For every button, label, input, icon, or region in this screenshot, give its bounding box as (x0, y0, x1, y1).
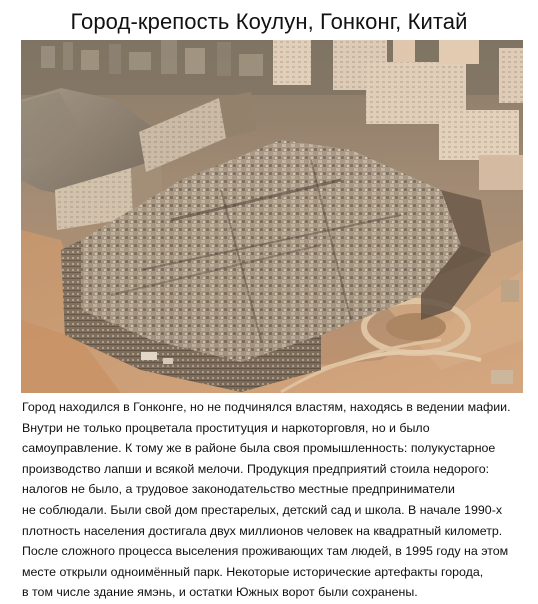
caption-line: месте открыли одноимённый парк. Некоторые исторические артефакты города, (22, 564, 484, 579)
caption-line: налогов не было, а трудовое законодательство местные предприниматели (22, 482, 455, 497)
kowloon-walled-city-image (21, 40, 523, 393)
caption-line: Внутри не только процветала проституция и наркоторговля, но и было (22, 420, 430, 435)
caption-line: После сложного процесса выселения проживающих там людей, в 1995 году на этом (22, 544, 509, 559)
caption-line: Город находился в Гонконге, но не подчинялся властям, находясь в ведении мафии. (22, 400, 511, 414)
caption-text (22, 397, 528, 603)
caption-line: в том числе здание ямэнь, и остатки Южных ворот были сохранены. (22, 585, 418, 600)
caption-line: самоуправление. К тому же в районе была своя промышленность: полукустарное (22, 441, 496, 456)
caption-line: плотность населения достигала двух миллионов человек на квадратный километр. (22, 523, 503, 538)
page-title: Город-крепость Коулун, Гонконг, Китай (70, 9, 468, 34)
caption-line: не соблюдали. Были свой дом престарелых, детский сад и школа. В начале 1990-х (22, 502, 503, 517)
aerial-photo (21, 40, 523, 393)
caption-line: производство лапши и всякой мелочи. Продукция предприятий стоила недорого: (22, 461, 490, 476)
